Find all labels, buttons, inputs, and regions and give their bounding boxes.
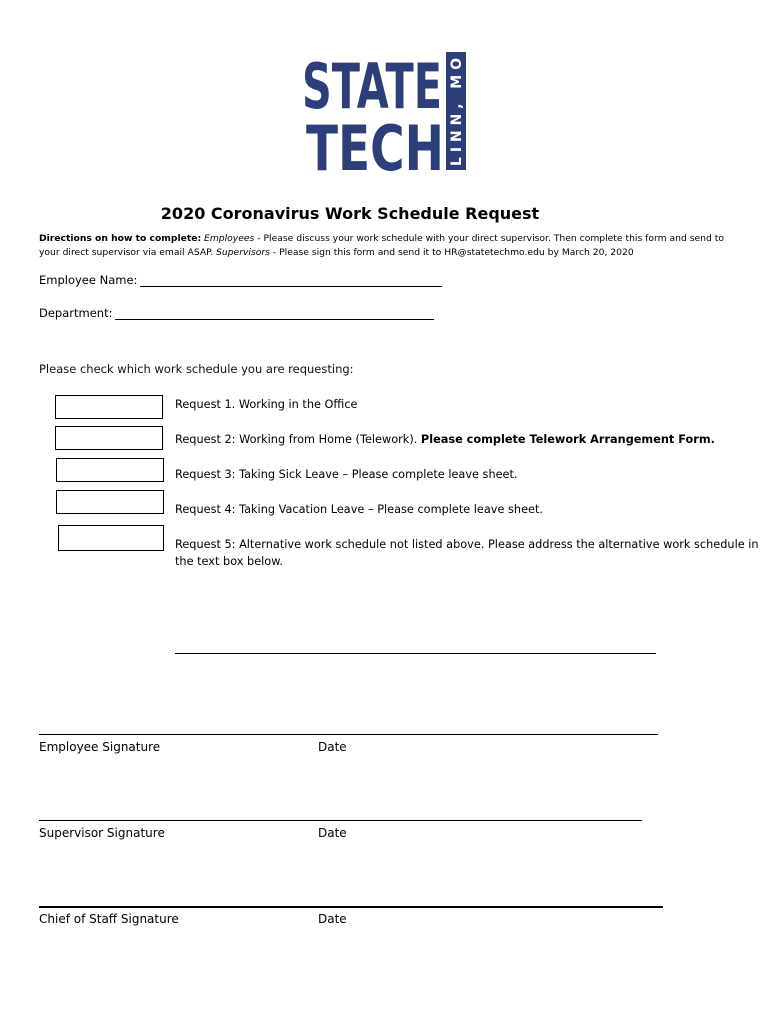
chief-date-label: Date: [318, 912, 347, 926]
supervisors-label: Supervisors: [216, 247, 270, 258]
employees-label: Employees: [204, 233, 255, 244]
employees-text: - Please discuss your work schedule with your direct supervisor. Then complete this form and send to your direct supervisor via email ASAP.: [39, 233, 724, 258]
department-input-line[interactable]: [115, 307, 434, 320]
chief-signature-label: Chief of Staff Signature: [39, 912, 179, 926]
request-5-checkbox[interactable]: [58, 525, 164, 551]
request-2-label: [175, 431, 715, 448]
department-row: [39, 306, 434, 320]
request-1-text: Request 1. Working in the Office: [175, 398, 358, 411]
directions-text: [39, 232, 739, 260]
chief-signature-line[interactable]: [39, 906, 663, 908]
request-5-text: Request 5: Alternative work schedule not listed above. Please address the alternative work schedule in the text box below.: [175, 538, 759, 568]
employee-name-label: Employee Name:: [39, 273, 138, 287]
employee-name-input-line[interactable]: [140, 274, 442, 287]
employee-date-label: Date: [318, 740, 347, 754]
state-tech-logo: [300, 50, 468, 174]
logo-line-2: TECH: [306, 112, 444, 174]
request-4-checkbox[interactable]: [56, 490, 164, 514]
request-2-text: Request 2: Working from Home (Telework).: [175, 433, 421, 446]
supervisor-date-label: Date: [318, 826, 347, 840]
request-1-label: [175, 396, 358, 413]
request-2-checkbox[interactable]: [55, 426, 163, 450]
employee-name-row: [39, 273, 442, 287]
request-3-checkbox[interactable]: [56, 458, 164, 482]
request-5-label: [175, 536, 760, 570]
schedule-prompt: Please check which work schedule you are requesting:: [39, 362, 354, 376]
alternative-schedule-line[interactable]: [175, 653, 656, 654]
request-2-bold-text: Please complete Telework Arrangement Form.: [420, 433, 715, 446]
request-3-label: [175, 466, 518, 483]
employee-signature-label: Employee Signature: [39, 740, 161, 754]
logo-side-text: LINN, MO: [449, 58, 465, 166]
supervisor-signature-line[interactable]: [39, 820, 642, 821]
logo-line-1: STATE: [302, 50, 442, 123]
directions-lead: Directions on how to complete:: [39, 233, 202, 244]
supervisor-signature-label: Supervisor Signature: [39, 826, 165, 840]
request-1-checkbox[interactable]: [55, 395, 163, 419]
supervisors-text: - Please sign this form and send it to HR@statetechmo.edu by March 20, 2020: [269, 247, 634, 258]
employee-signature-line[interactable]: [39, 734, 658, 735]
department-label: Department:: [39, 306, 113, 320]
request-3-text: Request 3: Taking Sick Leave – Please complete leave sheet.: [175, 468, 518, 481]
request-4-label: [175, 501, 543, 518]
request-4-text: Request 4: Taking Vacation Leave – Please complete leave sheet.: [175, 503, 544, 516]
form-title: 2020 Coronavirus Work Schedule Request: [160, 204, 540, 223]
